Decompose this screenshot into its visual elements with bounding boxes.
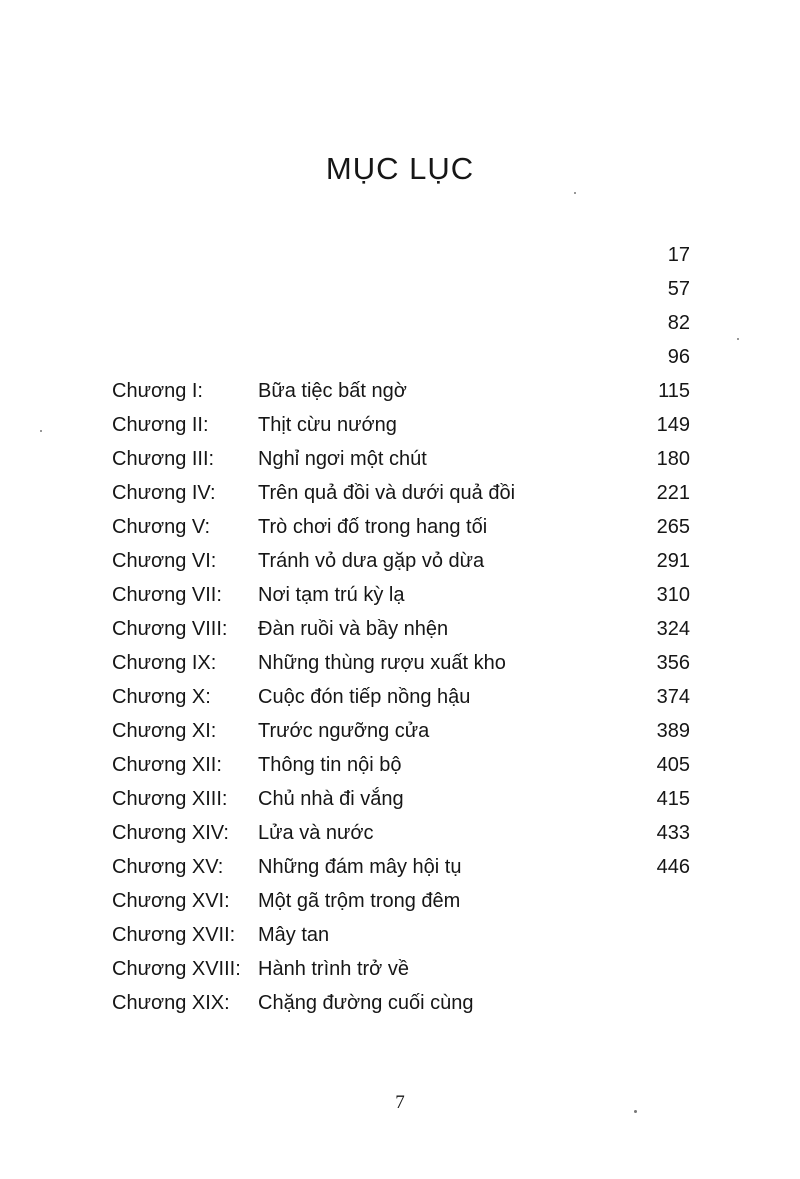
front-matter-entry [0, 272, 800, 306]
chapter-page-number: 180 [656, 448, 690, 470]
chapter-title: Những đám mây hội tụ [258, 856, 462, 878]
chapter-entry [0, 408, 800, 442]
page-number-footer: 7 [395, 1092, 405, 1113]
chapter-label: Chương VI: [112, 550, 217, 572]
chapter-page-number: 265 [656, 516, 690, 538]
chapter-title: Trò chơi đố trong hang tối [258, 516, 488, 538]
chapter-entry [0, 782, 800, 816]
entry-page-number: 57 [667, 278, 690, 300]
front-matter-entry [0, 340, 800, 374]
chapter-label: Chương XVII: [112, 924, 236, 946]
chapter-label: Chương XVIII: [112, 958, 241, 980]
chapter-label: Chương I: [112, 380, 203, 402]
chapter-title: Những thùng rượu xuất kho [258, 652, 506, 674]
chapter-entry [0, 884, 800, 918]
chapter-title: Cuộc đón tiếp nồng hậu [258, 686, 471, 708]
chapter-title: Một gã trộm trong đêm [258, 890, 461, 912]
chapter-entry [0, 714, 800, 748]
chapter-entry [0, 646, 800, 680]
chapter-title: Tránh vỏ dưa gặp vỏ dừa [258, 550, 485, 572]
chapter-page-number: 389 [656, 720, 690, 742]
entry-page-number: 82 [667, 312, 690, 334]
chapter-title: Trên quả đồi và dưới quả đồi [258, 482, 516, 504]
chapter-label: Chương XVI: [112, 890, 230, 912]
chapter-label: Chương XI: [112, 720, 217, 742]
chapter-label: Chương VIII: [112, 618, 228, 640]
chapter-entry [0, 748, 800, 782]
chapter-page-number: 221 [656, 482, 690, 504]
chapter-entry [0, 544, 800, 578]
chapter-page-number: 324 [656, 618, 690, 640]
chapter-label: Chương II: [112, 414, 209, 436]
scan-speck [737, 338, 739, 340]
chapter-page-number: 310 [656, 584, 690, 606]
chapter-title: Chặng đường cuối cùng [258, 992, 474, 1014]
chapter-entry [0, 816, 800, 850]
chapter-title: Thịt cừu nướng [258, 414, 397, 436]
front-matter-entry [0, 238, 800, 272]
chapter-entry [0, 510, 800, 544]
chapter-page-number: 405 [656, 754, 690, 776]
chapter-entry [0, 476, 800, 510]
entry-page-number: 96 [667, 346, 690, 368]
chapter-page-number: 433 [656, 822, 690, 844]
chapter-title: Lửa và nước [258, 822, 374, 844]
chapter-entry [0, 986, 800, 1020]
chapter-page-number: 446 [656, 856, 690, 878]
chapter-title: Trước ngưỡng cửa [258, 720, 430, 742]
scan-speck [40, 430, 42, 432]
chapter-title: Nơi tạm trú kỳ lạ [258, 584, 405, 606]
chapter-label: Chương XIX: [112, 992, 230, 1014]
chapter-entry [0, 952, 800, 986]
scan-speck [634, 1110, 637, 1113]
chapter-entry [0, 680, 800, 714]
chapter-title: Chủ nhà đi vắng [258, 788, 404, 810]
chapter-page-number: 356 [656, 652, 690, 674]
chapter-entry [0, 442, 800, 476]
chapter-label: Chương X: [112, 686, 211, 708]
chapter-label: Chương VII: [112, 584, 222, 606]
chapter-page-number: 149 [656, 414, 690, 436]
chapter-label: Chương XIV: [112, 822, 229, 844]
chapter-label: Chương IV: [112, 482, 216, 504]
chapter-entry [0, 612, 800, 646]
chapter-label: Chương IX: [112, 652, 217, 674]
chapter-title: Mây tan [258, 924, 330, 946]
chapter-title: Đàn ruồi và bầy nhện [258, 618, 449, 640]
chapter-page-number: 115 [658, 380, 690, 402]
chapter-label: Chương XIII: [112, 788, 228, 810]
chapter-label: Chương III: [112, 448, 215, 470]
chapter-label: Chương XII: [112, 754, 222, 776]
chapter-title: Nghỉ ngơi một chút [258, 448, 427, 470]
chapter-page-number: 374 [656, 686, 690, 708]
chapter-entry [0, 850, 800, 884]
chapter-label: Chương XV: [112, 856, 224, 878]
chapter-title: Bữa tiệc bất ngờ [258, 380, 407, 402]
entry-page-number: 17 [667, 244, 690, 266]
chapter-label: Chương V: [112, 516, 211, 538]
page-title: MỤC LỤC [325, 150, 475, 186]
chapter-page-number: 415 [656, 788, 690, 810]
chapter-entry [0, 918, 800, 952]
chapter-entry [0, 578, 800, 612]
front-matter-entry [0, 306, 800, 340]
scan-speck [574, 192, 576, 194]
chapter-title: Hành trình trở về [258, 958, 409, 980]
chapter-entry [0, 374, 800, 408]
chapter-page-number: 291 [656, 550, 690, 572]
chapter-title: Thông tin nội bộ [258, 754, 402, 776]
